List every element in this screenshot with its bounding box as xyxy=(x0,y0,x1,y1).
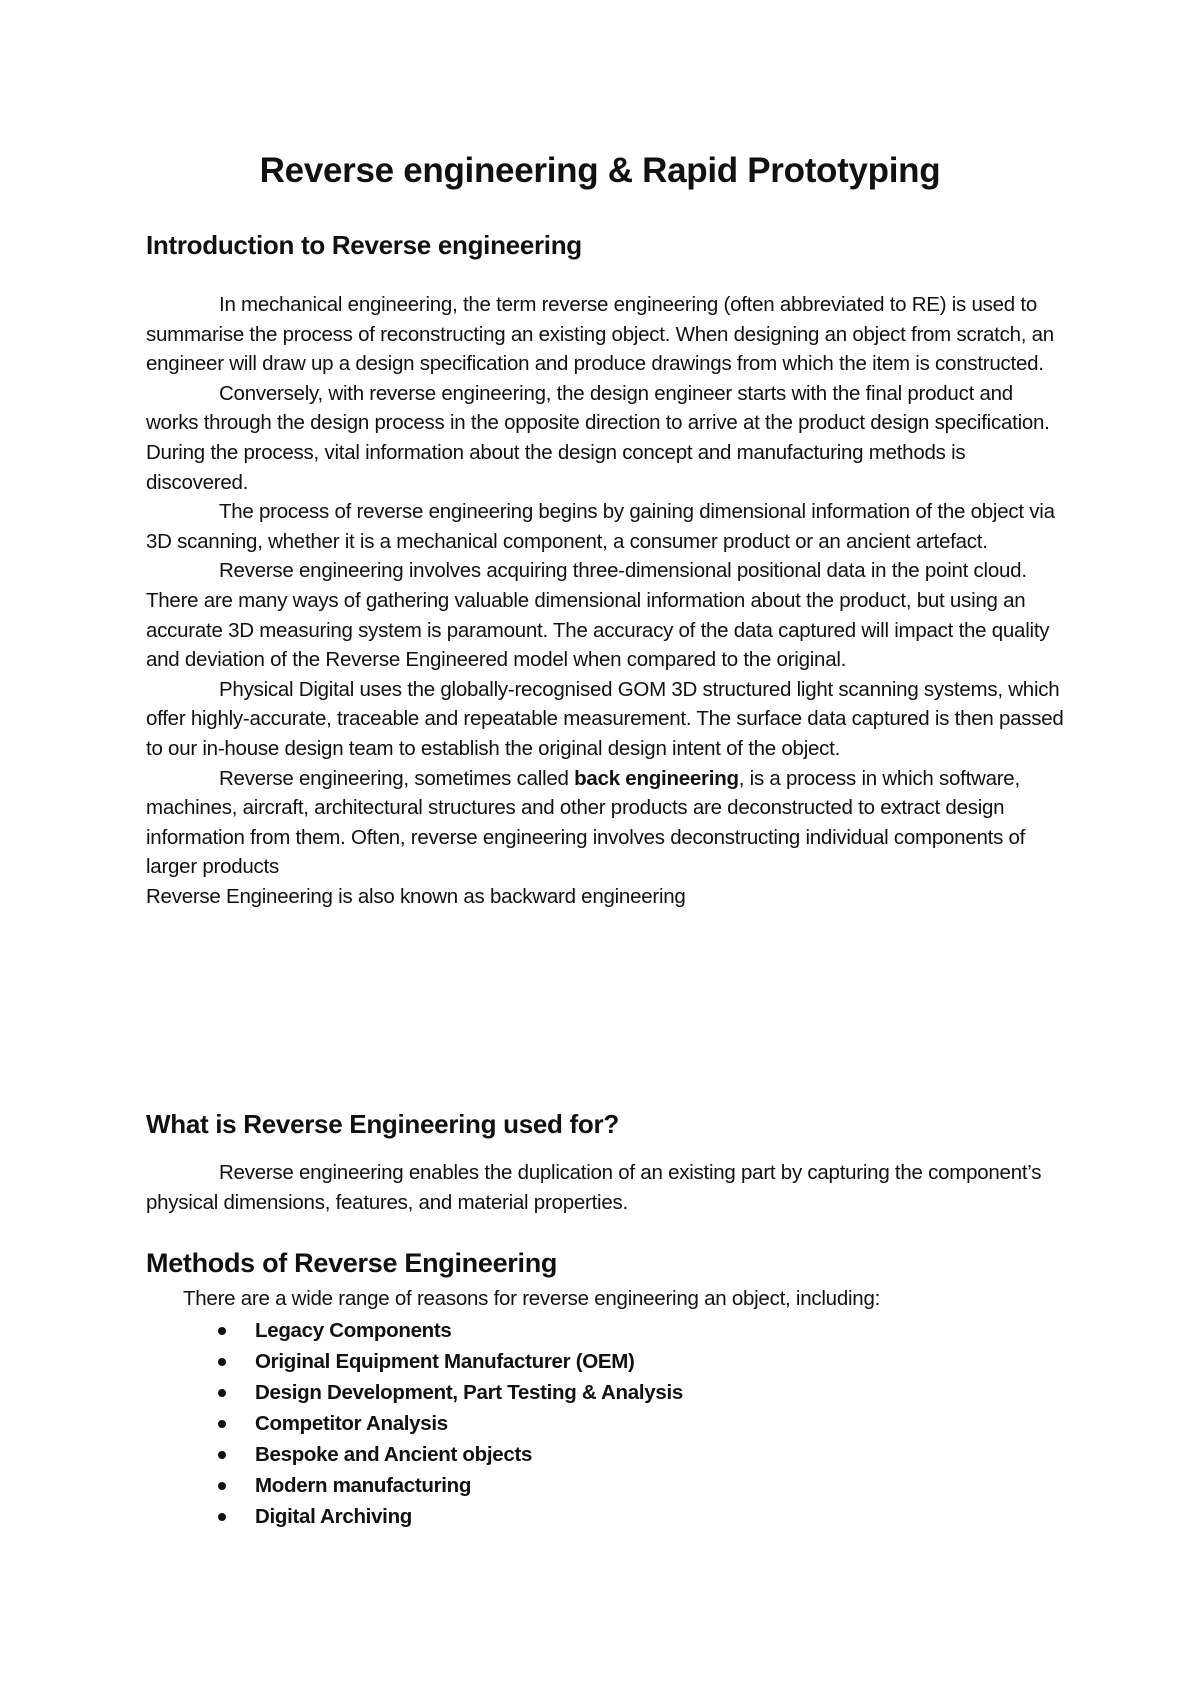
list-item xyxy=(208,1501,683,1532)
intro-paragraph-7: Reverse Engineering is also known as backward engineering xyxy=(146,884,686,908)
used-for-paragraph: Reverse engineering enables the duplication of an existing part by capturing the component’s physical dimensions, features, and material properties. xyxy=(146,1161,1042,1214)
bullet-icon xyxy=(218,1513,226,1521)
list-item xyxy=(208,1408,683,1439)
intro-section xyxy=(146,290,1066,911)
bullet-icon xyxy=(218,1420,226,1428)
list-item xyxy=(208,1315,683,1346)
back-engineering-term: back engineering xyxy=(574,766,739,790)
list-item-label: Design Development, Part Testing & Analysis xyxy=(255,1381,683,1404)
intro-heading: Introduction to Reverse engineering xyxy=(146,230,582,260)
bullet-icon xyxy=(218,1389,226,1397)
methods-intro-text: There are a wide range of reasons for reverse engineering an object, including: xyxy=(183,1287,881,1310)
list-item-label: Original Equipment Manufacturer (OEM) xyxy=(255,1350,635,1373)
bullet-icon xyxy=(218,1482,226,1490)
intro-paragraph-5: Physical Digital uses the globally-recognised GOM 3D structured light scanning systems, which offer highly-accurate, traceable and repeatable measurement. The surface data captured is then passed to our in-house design team to establish the original design intent of the object. xyxy=(146,677,1064,760)
used-for-section xyxy=(146,1158,1066,1217)
intro-paragraph-6 xyxy=(146,764,1066,882)
list-item xyxy=(208,1470,683,1501)
list-item xyxy=(208,1346,683,1377)
bullet-icon xyxy=(218,1327,226,1335)
list-item-label: Legacy Components xyxy=(255,1319,452,1342)
intro-paragraph-2: Conversely, with reverse engineering, the design engineer starts with the final product and works through the design process in the opposite direction to arrive at the product design specification. During the process, vital information about the design concept and manufacturing methods is discovered. xyxy=(146,381,1050,494)
methods-list xyxy=(208,1315,683,1532)
list-item xyxy=(208,1439,683,1470)
used-for-heading: What is Reverse Engineering used for? xyxy=(146,1109,619,1139)
list-item-label: Bespoke and Ancient objects xyxy=(255,1443,533,1466)
intro-paragraph-6-end: , is a process in which software, machines, aircraft, architectural structures and other products are deconstructed to extract design information from them. Often, reverse engineering involves deconstructing individual components of larger products xyxy=(146,766,1026,879)
list-item-label: Competitor Analysis xyxy=(255,1412,448,1435)
bullet-icon xyxy=(218,1451,226,1459)
intro-paragraph-1: In mechanical engineering, the term reverse engineering (often abbreviated to RE) is used to summarise the process of reconstructing an existing object. When designing an object from scratch, an engineer will draw up a design specification and produce drawings from which the item is constructed. xyxy=(146,293,1054,376)
document-title: Reverse engineering & Rapid Prototyping xyxy=(259,151,941,190)
intro-paragraph-3: The process of reverse engineering begins by gaining dimensional information of the object via 3D scanning, whether it is a mechanical component, a consumer product or an ancient artefact. xyxy=(146,500,1055,553)
list-item-label: Digital Archiving xyxy=(255,1505,413,1528)
methods-heading: Methods of Reverse Engineering xyxy=(146,1248,558,1278)
bullet-icon xyxy=(218,1358,226,1366)
list-item-label: Modern manufacturing xyxy=(255,1474,472,1497)
intro-paragraph-4: Reverse engineering involves acquiring three-dimensional positional data in the point cloud. There are many ways of gathering valuable dimensional information about the product, but using an accurate 3D measuring system is paramount. The accuracy of the data captured will impact the quality and deviation of the Reverse Engineered model when compared to the original. xyxy=(146,559,1050,672)
list-item xyxy=(208,1377,683,1408)
intro-paragraph-6-start: Reverse engineering, sometimes called xyxy=(219,766,575,790)
